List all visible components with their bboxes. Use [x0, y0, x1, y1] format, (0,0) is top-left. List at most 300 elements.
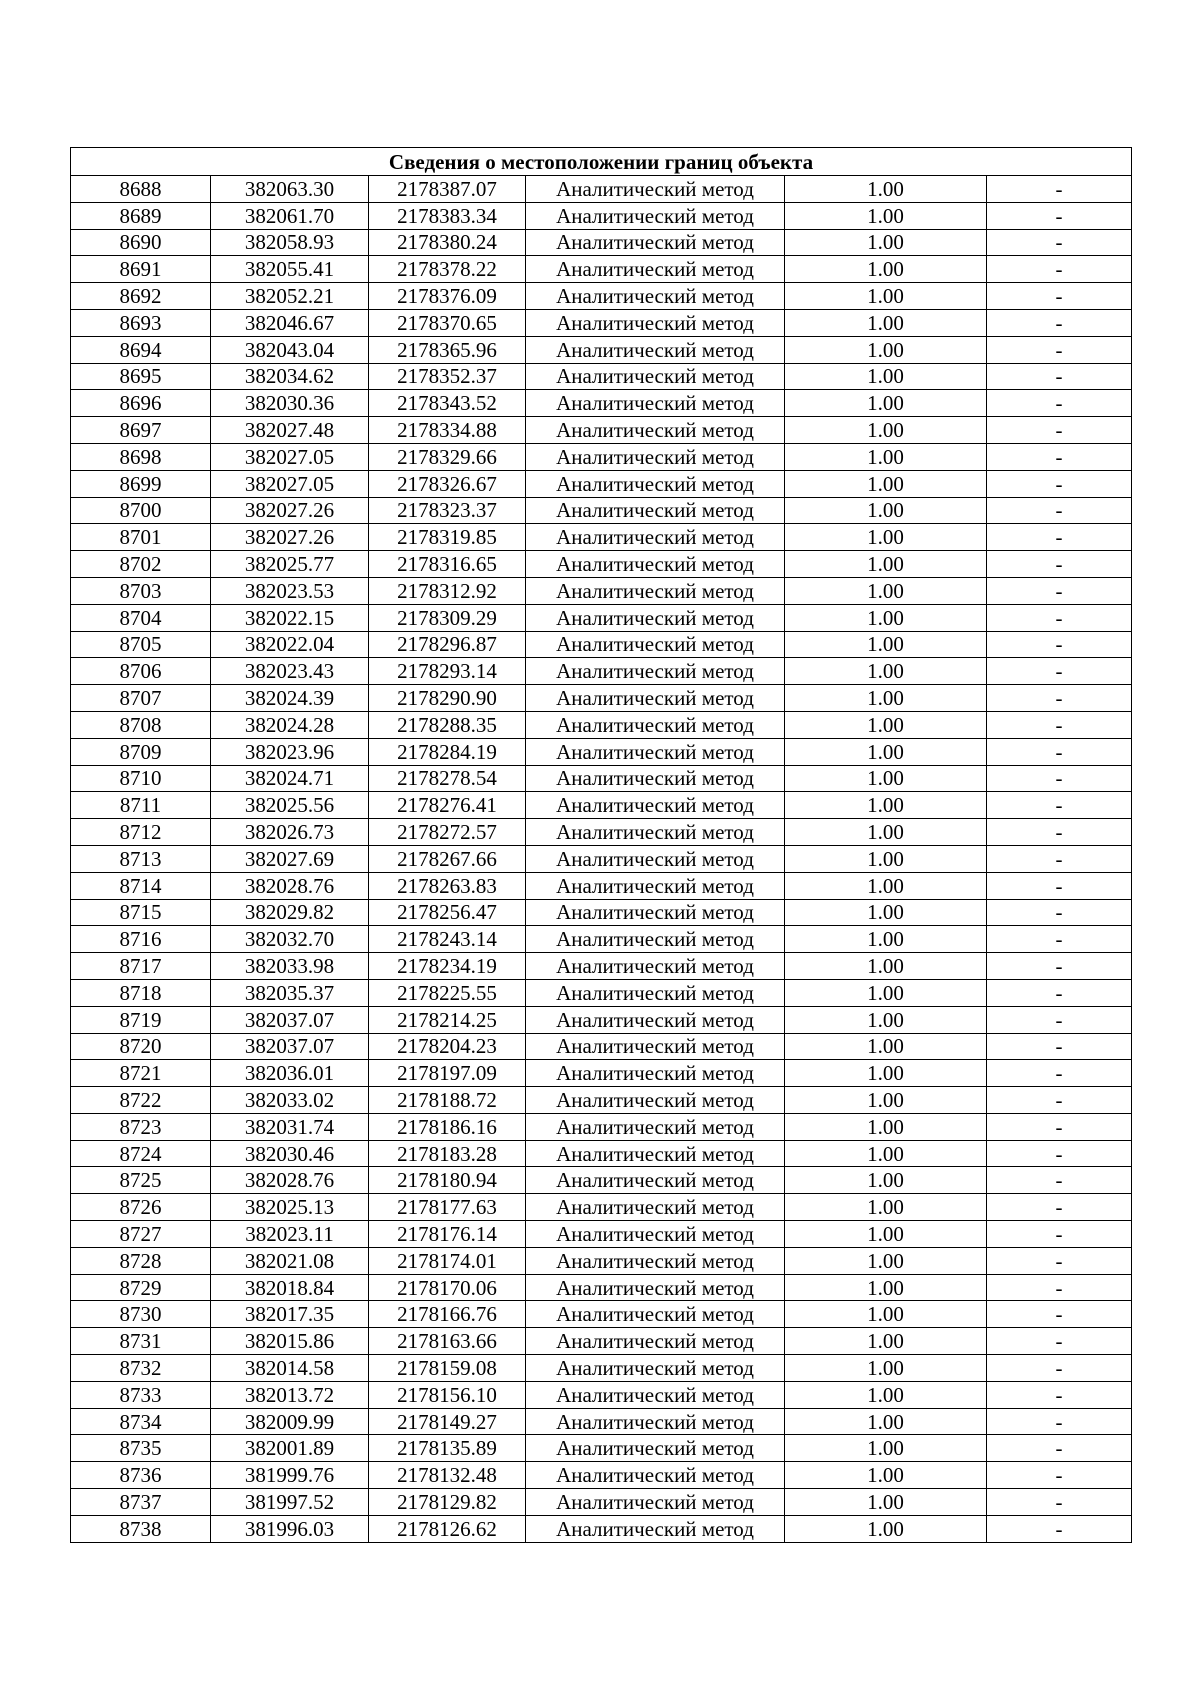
x-coordinate-cell: 382024.71: [211, 765, 369, 792]
table-row: [71, 363, 1132, 390]
point-number-cell: 8737: [71, 1489, 211, 1516]
method-cell: Аналитический метод: [526, 1462, 785, 1489]
table-row: [71, 631, 1132, 658]
x-coordinate-cell: 382022.15: [211, 604, 369, 631]
method-cell: Аналитический метод: [526, 1355, 785, 1382]
x-coordinate-cell: 382018.84: [211, 1274, 369, 1301]
description-cell: -: [987, 1167, 1132, 1194]
x-coordinate-cell: 382013.72: [211, 1381, 369, 1408]
method-cell: Аналитический метод: [526, 336, 785, 363]
accuracy-cell: 1.00: [785, 631, 987, 658]
x-coordinate-cell: 382027.26: [211, 524, 369, 551]
point-number-cell: 8703: [71, 577, 211, 604]
description-cell: -: [987, 283, 1132, 310]
point-number-cell: 8707: [71, 685, 211, 712]
x-coordinate-cell: 382026.73: [211, 819, 369, 846]
point-number-cell: 8733: [71, 1381, 211, 1408]
accuracy-cell: 1.00: [785, 229, 987, 256]
description-cell: -: [987, 899, 1132, 926]
y-coordinate-cell: 2178126.62: [369, 1515, 526, 1542]
point-number-cell: 8696: [71, 390, 211, 417]
point-number-cell: 8724: [71, 1140, 211, 1167]
description-cell: -: [987, 363, 1132, 390]
description-cell: -: [987, 497, 1132, 524]
y-coordinate-cell: 2178309.29: [369, 604, 526, 631]
accuracy-cell: 1.00: [785, 1328, 987, 1355]
x-coordinate-cell: 382033.98: [211, 953, 369, 980]
description-cell: -: [987, 202, 1132, 229]
method-cell: Аналитический метод: [526, 819, 785, 846]
table-row: [71, 417, 1132, 444]
point-number-cell: 8693: [71, 309, 211, 336]
x-coordinate-cell: 382014.58: [211, 1355, 369, 1382]
y-coordinate-cell: 2178204.23: [369, 1033, 526, 1060]
description-cell: -: [987, 1140, 1132, 1167]
y-coordinate-cell: 2178278.54: [369, 765, 526, 792]
method-cell: Аналитический метод: [526, 1060, 785, 1087]
accuracy-cell: 1.00: [785, 1033, 987, 1060]
x-coordinate-cell: 382028.76: [211, 1167, 369, 1194]
description-cell: -: [987, 765, 1132, 792]
point-number-cell: 8719: [71, 1006, 211, 1033]
method-cell: Аналитический метод: [526, 363, 785, 390]
point-number-cell: 8699: [71, 470, 211, 497]
table-row: [71, 1087, 1132, 1114]
x-coordinate-cell: 382036.01: [211, 1060, 369, 1087]
point-number-cell: 8721: [71, 1060, 211, 1087]
method-cell: Аналитический метод: [526, 926, 785, 953]
y-coordinate-cell: 2178263.83: [369, 872, 526, 899]
point-number-cell: 8729: [71, 1274, 211, 1301]
table-row: [71, 1274, 1132, 1301]
method-cell: Аналитический метод: [526, 1301, 785, 1328]
x-coordinate-cell: 382027.05: [211, 470, 369, 497]
accuracy-cell: 1.00: [785, 256, 987, 283]
method-cell: Аналитический метод: [526, 390, 785, 417]
point-number-cell: 8710: [71, 765, 211, 792]
accuracy-cell: 1.00: [785, 1274, 987, 1301]
accuracy-cell: 1.00: [785, 604, 987, 631]
y-coordinate-cell: 2178365.96: [369, 336, 526, 363]
point-number-cell: 8738: [71, 1515, 211, 1542]
table-row: [71, 1167, 1132, 1194]
y-coordinate-cell: 2178276.41: [369, 792, 526, 819]
point-number-cell: 8701: [71, 524, 211, 551]
x-coordinate-cell: 382052.21: [211, 283, 369, 310]
description-cell: -: [987, 1328, 1132, 1355]
x-coordinate-cell: 382025.13: [211, 1194, 369, 1221]
y-coordinate-cell: 2178243.14: [369, 926, 526, 953]
y-coordinate-cell: 2178370.65: [369, 309, 526, 336]
accuracy-cell: 1.00: [785, 1408, 987, 1435]
accuracy-cell: 1.00: [785, 470, 987, 497]
table-row: [71, 1435, 1132, 1462]
method-cell: Аналитический метод: [526, 551, 785, 578]
description-cell: -: [987, 711, 1132, 738]
table-row: [71, 1408, 1132, 1435]
method-cell: Аналитический метод: [526, 283, 785, 310]
point-number-cell: 8711: [71, 792, 211, 819]
x-coordinate-cell: 382017.35: [211, 1301, 369, 1328]
y-coordinate-cell: 2178383.34: [369, 202, 526, 229]
table-row: [71, 443, 1132, 470]
point-number-cell: 8717: [71, 953, 211, 980]
x-coordinate-cell: 382043.04: [211, 336, 369, 363]
point-number-cell: 8725: [71, 1167, 211, 1194]
description-cell: -: [987, 1274, 1132, 1301]
table-row: [71, 1033, 1132, 1060]
description-cell: -: [987, 551, 1132, 578]
table-row: [71, 1194, 1132, 1221]
x-coordinate-cell: 382030.36: [211, 390, 369, 417]
table-row: [71, 1006, 1132, 1033]
point-number-cell: 8714: [71, 872, 211, 899]
x-coordinate-cell: 382030.46: [211, 1140, 369, 1167]
y-coordinate-cell: 2178163.66: [369, 1328, 526, 1355]
y-coordinate-cell: 2178256.47: [369, 899, 526, 926]
table-row: [71, 953, 1132, 980]
y-coordinate-cell: 2178380.24: [369, 229, 526, 256]
point-number-cell: 8688: [71, 176, 211, 203]
y-coordinate-cell: 2178296.87: [369, 631, 526, 658]
description-cell: -: [987, 1435, 1132, 1462]
method-cell: Аналитический метод: [526, 685, 785, 712]
table-row: [71, 336, 1132, 363]
point-number-cell: 8736: [71, 1462, 211, 1489]
x-coordinate-cell: 382023.43: [211, 658, 369, 685]
x-coordinate-cell: 382058.93: [211, 229, 369, 256]
y-coordinate-cell: 2178176.14: [369, 1221, 526, 1248]
method-cell: Аналитический метод: [526, 1489, 785, 1516]
description-cell: -: [987, 1408, 1132, 1435]
y-coordinate-cell: 2178186.16: [369, 1113, 526, 1140]
description-cell: -: [987, 1489, 1132, 1516]
point-number-cell: 8718: [71, 979, 211, 1006]
point-number-cell: 8723: [71, 1113, 211, 1140]
y-coordinate-cell: 2178312.92: [369, 577, 526, 604]
x-coordinate-cell: 382024.28: [211, 711, 369, 738]
method-cell: Аналитический метод: [526, 1381, 785, 1408]
x-coordinate-cell: 382037.07: [211, 1033, 369, 1060]
y-coordinate-cell: 2178290.90: [369, 685, 526, 712]
description-cell: -: [987, 229, 1132, 256]
accuracy-cell: 1.00: [785, 1113, 987, 1140]
description-cell: -: [987, 1033, 1132, 1060]
point-number-cell: 8705: [71, 631, 211, 658]
table-row: [71, 1328, 1132, 1355]
description-cell: -: [987, 443, 1132, 470]
table-row: [71, 256, 1132, 283]
y-coordinate-cell: 2178267.66: [369, 845, 526, 872]
table-row: [71, 390, 1132, 417]
y-coordinate-cell: 2178170.06: [369, 1274, 526, 1301]
description-cell: -: [987, 577, 1132, 604]
description-cell: -: [987, 792, 1132, 819]
point-number-cell: 8708: [71, 711, 211, 738]
table-row: [71, 979, 1132, 1006]
y-coordinate-cell: 2178343.52: [369, 390, 526, 417]
x-coordinate-cell: 382028.76: [211, 872, 369, 899]
y-coordinate-cell: 2178387.07: [369, 176, 526, 203]
accuracy-cell: 1.00: [785, 1301, 987, 1328]
description-cell: -: [987, 738, 1132, 765]
accuracy-cell: 1.00: [785, 926, 987, 953]
point-number-cell: 8715: [71, 899, 211, 926]
method-cell: Аналитический метод: [526, 1435, 785, 1462]
x-coordinate-cell: 382009.99: [211, 1408, 369, 1435]
description-cell: -: [987, 685, 1132, 712]
point-number-cell: 8722: [71, 1087, 211, 1114]
x-coordinate-cell: 382027.05: [211, 443, 369, 470]
x-coordinate-cell: 382022.04: [211, 631, 369, 658]
x-coordinate-cell: 382001.89: [211, 1435, 369, 1462]
description-cell: -: [987, 1060, 1132, 1087]
description-cell: -: [987, 470, 1132, 497]
method-cell: Аналитический метод: [526, 1274, 785, 1301]
point-number-cell: 8690: [71, 229, 211, 256]
point-number-cell: 8712: [71, 819, 211, 846]
table-row: [71, 1381, 1132, 1408]
y-coordinate-cell: 2178293.14: [369, 658, 526, 685]
accuracy-cell: 1.00: [785, 845, 987, 872]
description-cell: -: [987, 1221, 1132, 1248]
y-coordinate-cell: 2178149.27: [369, 1408, 526, 1435]
accuracy-cell: 1.00: [785, 1355, 987, 1382]
description-cell: -: [987, 872, 1132, 899]
description-cell: -: [987, 417, 1132, 444]
description-cell: -: [987, 819, 1132, 846]
description-cell: -: [987, 1355, 1132, 1382]
table-row: [71, 283, 1132, 310]
accuracy-cell: 1.00: [785, 872, 987, 899]
method-cell: Аналитический метод: [526, 176, 785, 203]
method-cell: Аналитический метод: [526, 711, 785, 738]
accuracy-cell: 1.00: [785, 497, 987, 524]
description-cell: -: [987, 1381, 1132, 1408]
accuracy-cell: 1.00: [785, 979, 987, 1006]
accuracy-cell: 1.00: [785, 1194, 987, 1221]
description-cell: -: [987, 309, 1132, 336]
method-cell: Аналитический метод: [526, 256, 785, 283]
accuracy-cell: 1.00: [785, 1087, 987, 1114]
method-cell: Аналитический метод: [526, 979, 785, 1006]
method-cell: Аналитический метод: [526, 792, 785, 819]
table-body: [71, 176, 1132, 1543]
y-coordinate-cell: 2178177.63: [369, 1194, 526, 1221]
point-number-cell: 8702: [71, 551, 211, 578]
method-cell: Аналитический метод: [526, 1221, 785, 1248]
y-coordinate-cell: 2178166.76: [369, 1301, 526, 1328]
method-cell: Аналитический метод: [526, 658, 785, 685]
method-cell: Аналитический метод: [526, 765, 785, 792]
point-number-cell: 8730: [71, 1301, 211, 1328]
method-cell: Аналитический метод: [526, 1167, 785, 1194]
accuracy-cell: 1.00: [785, 524, 987, 551]
description-cell: -: [987, 604, 1132, 631]
description-cell: -: [987, 1087, 1132, 1114]
x-coordinate-cell: 382027.48: [211, 417, 369, 444]
y-coordinate-cell: 2178323.37: [369, 497, 526, 524]
description-cell: -: [987, 524, 1132, 551]
x-coordinate-cell: 382032.70: [211, 926, 369, 953]
point-number-cell: 8691: [71, 256, 211, 283]
method-cell: Аналитический метод: [526, 604, 785, 631]
table-title-row: [71, 148, 1132, 176]
accuracy-cell: 1.00: [785, 363, 987, 390]
accuracy-cell: 1.00: [785, 309, 987, 336]
y-coordinate-cell: 2178174.01: [369, 1247, 526, 1274]
x-coordinate-cell: 382029.82: [211, 899, 369, 926]
y-coordinate-cell: 2178334.88: [369, 417, 526, 444]
y-coordinate-cell: 2178376.09: [369, 283, 526, 310]
description-cell: -: [987, 1194, 1132, 1221]
point-number-cell: 8726: [71, 1194, 211, 1221]
x-coordinate-cell: 382023.53: [211, 577, 369, 604]
x-coordinate-cell: 382055.41: [211, 256, 369, 283]
y-coordinate-cell: 2178197.09: [369, 1060, 526, 1087]
x-coordinate-cell: 381999.76: [211, 1462, 369, 1489]
table-row: [71, 792, 1132, 819]
point-number-cell: 8698: [71, 443, 211, 470]
accuracy-cell: 1.00: [785, 1489, 987, 1516]
description-cell: -: [987, 1462, 1132, 1489]
table-row: [71, 1247, 1132, 1274]
point-number-cell: 8706: [71, 658, 211, 685]
point-number-cell: 8713: [71, 845, 211, 872]
table-row: [71, 819, 1132, 846]
accuracy-cell: 1.00: [785, 577, 987, 604]
table-row: [71, 1515, 1132, 1542]
point-number-cell: 8700: [71, 497, 211, 524]
point-number-cell: 8731: [71, 1328, 211, 1355]
method-cell: Аналитический метод: [526, 309, 785, 336]
method-cell: Аналитический метод: [526, 1408, 785, 1435]
accuracy-cell: 1.00: [785, 1247, 987, 1274]
description-cell: -: [987, 176, 1132, 203]
table-title: Сведения о местоположении границ объекта: [71, 148, 1132, 176]
table-row: [71, 1489, 1132, 1516]
accuracy-cell: 1.00: [785, 1167, 987, 1194]
point-number-cell: 8732: [71, 1355, 211, 1382]
table-row: [71, 1301, 1132, 1328]
description-cell: -: [987, 1301, 1132, 1328]
method-cell: Аналитический метод: [526, 1515, 785, 1542]
method-cell: Аналитический метод: [526, 1328, 785, 1355]
table-row: [71, 1355, 1132, 1382]
x-coordinate-cell: 381997.52: [211, 1489, 369, 1516]
table-row: [71, 658, 1132, 685]
accuracy-cell: 1.00: [785, 1140, 987, 1167]
point-number-cell: 8692: [71, 283, 211, 310]
x-coordinate-cell: 382023.96: [211, 738, 369, 765]
y-coordinate-cell: 2178188.72: [369, 1087, 526, 1114]
y-coordinate-cell: 2178329.66: [369, 443, 526, 470]
description-cell: -: [987, 845, 1132, 872]
x-coordinate-cell: 382015.86: [211, 1328, 369, 1355]
x-coordinate-cell: 382021.08: [211, 1247, 369, 1274]
table-row: [71, 872, 1132, 899]
point-number-cell: 8735: [71, 1435, 211, 1462]
accuracy-cell: 1.00: [785, 819, 987, 846]
table-row: [71, 926, 1132, 953]
accuracy-cell: 1.00: [785, 417, 987, 444]
accuracy-cell: 1.00: [785, 1462, 987, 1489]
table-row: [71, 604, 1132, 631]
method-cell: Аналитический метод: [526, 1087, 785, 1114]
description-cell: -: [987, 953, 1132, 980]
x-coordinate-cell: 382024.39: [211, 685, 369, 712]
y-coordinate-cell: 2178159.08: [369, 1355, 526, 1382]
x-coordinate-cell: 382025.56: [211, 792, 369, 819]
method-cell: Аналитический метод: [526, 524, 785, 551]
x-coordinate-cell: 382061.70: [211, 202, 369, 229]
accuracy-cell: 1.00: [785, 792, 987, 819]
method-cell: Аналитический метод: [526, 202, 785, 229]
table-row: [71, 202, 1132, 229]
description-cell: -: [987, 390, 1132, 417]
point-number-cell: 8704: [71, 604, 211, 631]
x-coordinate-cell: 382031.74: [211, 1113, 369, 1140]
table-row: [71, 577, 1132, 604]
x-coordinate-cell: 382034.62: [211, 363, 369, 390]
accuracy-cell: 1.00: [785, 765, 987, 792]
table-row: [71, 309, 1132, 336]
y-coordinate-cell: 2178326.67: [369, 470, 526, 497]
y-coordinate-cell: 2178183.28: [369, 1140, 526, 1167]
description-cell: -: [987, 631, 1132, 658]
accuracy-cell: 1.00: [785, 953, 987, 980]
method-cell: Аналитический метод: [526, 229, 785, 256]
accuracy-cell: 1.00: [785, 711, 987, 738]
y-coordinate-cell: 2178288.35: [369, 711, 526, 738]
y-coordinate-cell: 2178234.19: [369, 953, 526, 980]
method-cell: Аналитический метод: [526, 470, 785, 497]
point-number-cell: 8720: [71, 1033, 211, 1060]
y-coordinate-cell: 2178135.89: [369, 1435, 526, 1462]
x-coordinate-cell: 382027.69: [211, 845, 369, 872]
table-row: [71, 765, 1132, 792]
y-coordinate-cell: 2178284.19: [369, 738, 526, 765]
point-number-cell: 8716: [71, 926, 211, 953]
y-coordinate-cell: 2178225.55: [369, 979, 526, 1006]
method-cell: Аналитический метод: [526, 1140, 785, 1167]
y-coordinate-cell: 2178272.57: [369, 819, 526, 846]
table-row: [71, 899, 1132, 926]
description-cell: -: [987, 256, 1132, 283]
description-cell: -: [987, 1515, 1132, 1542]
description-cell: -: [987, 1006, 1132, 1033]
accuracy-cell: 1.00: [785, 283, 987, 310]
accuracy-cell: 1.00: [785, 551, 987, 578]
y-coordinate-cell: 2178316.65: [369, 551, 526, 578]
table-row: [71, 1060, 1132, 1087]
table-row: [71, 1113, 1132, 1140]
accuracy-cell: 1.00: [785, 685, 987, 712]
table-row: [71, 1221, 1132, 1248]
accuracy-cell: 1.00: [785, 390, 987, 417]
description-cell: -: [987, 926, 1132, 953]
method-cell: Аналитический метод: [526, 1006, 785, 1033]
method-cell: Аналитический метод: [526, 1113, 785, 1140]
x-coordinate-cell: 381996.03: [211, 1515, 369, 1542]
point-number-cell: 8697: [71, 417, 211, 444]
x-coordinate-cell: 382037.07: [211, 1006, 369, 1033]
table-row: [71, 711, 1132, 738]
method-cell: Аналитический метод: [526, 497, 785, 524]
description-cell: -: [987, 1247, 1132, 1274]
table-row: [71, 845, 1132, 872]
point-number-cell: 8694: [71, 336, 211, 363]
